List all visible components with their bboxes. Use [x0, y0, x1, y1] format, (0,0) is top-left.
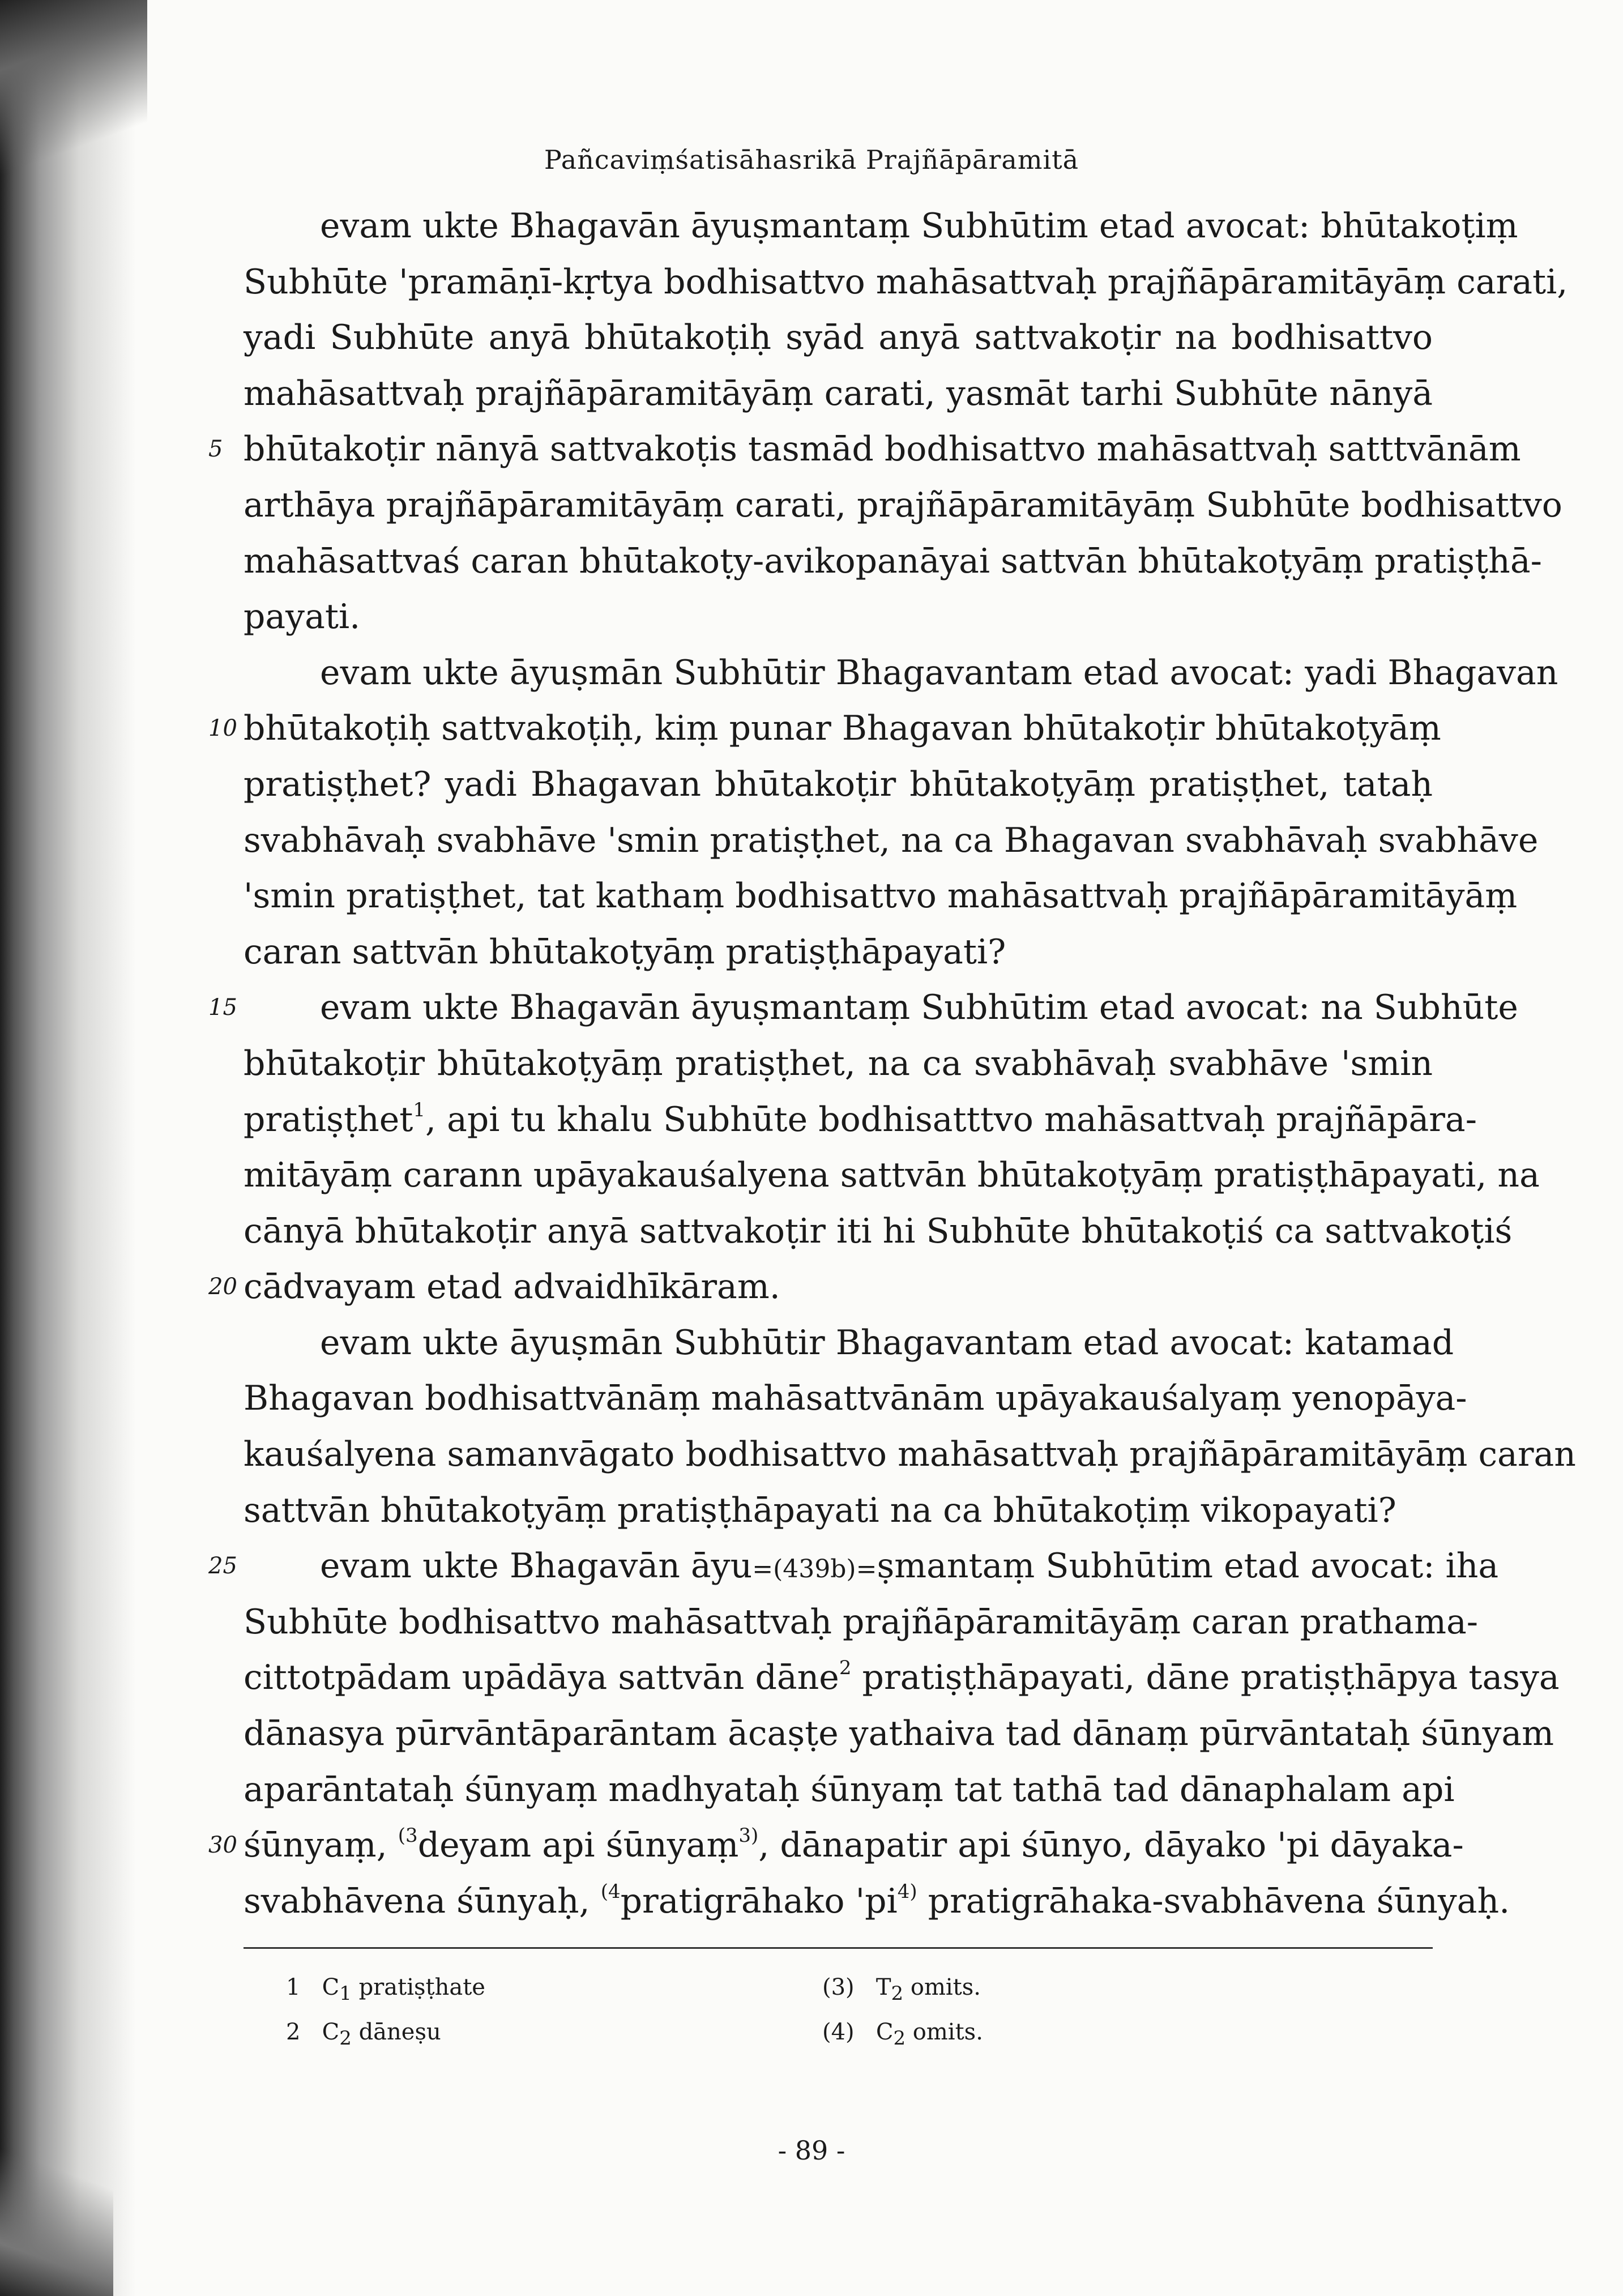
- text-line: Subhūte bodhisattvo mahāsattvaḥ prajñāpāramitāyāṃ caran prathama-: [244, 1602, 1479, 1642]
- page-number: - 89 -: [778, 2135, 845, 2166]
- line-number: 10: [208, 715, 237, 742]
- text-line: mahāsattvaḥ prajñāpāramitāyāṃ carati, yasmāt tarhi Subhūte nānyā: [244, 373, 1433, 413]
- line-number: 15: [208, 995, 237, 1021]
- text-line: Bhagavan bodhisattvānāṃ mahāsattvānām upāyakauśalyaṃ yenopāya-: [244, 1379, 1467, 1419]
- text-line: 15 evam ukte Bhagavān āyuṣmantaṃ Subhūtim etad avocat: na Subhūte: [244, 980, 1433, 1036]
- text-line: 10 bhūtakoṭiḥ sattvakoṭiḥ, kiṃ punar Bhagavan bhūtakoṭir bhūtakoṭyāṃ: [244, 701, 1433, 757]
- text-line: cittotpādam upādāya sattvān dāne$^2$ pratiṣṭhāpayati, dāne pratiṣṭhāpya tasya: [244, 1657, 1560, 1698]
- text-line: aparāntataḥ śūnyaṃ madhyataḥ śūnyaṃ tat tathā tad dānaphalam api: [244, 1769, 1455, 1810]
- footnote-ref: (3: [398, 1824, 418, 1847]
- text-line: bhūtakoṭir bhūtakoṭyāṃ pratiṣṭhet, na ca svabhāvaḥ svabhāve 'smin: [244, 1043, 1433, 1083]
- text-line: payati.: [244, 597, 361, 637]
- text-line: 25 evam ukte Bhagavān āyu=(439b)=ṣmantaṃ Subhūtim etad avocat: iha: [244, 1538, 1433, 1594]
- footnote: 1 $C_1$ pratiṣṭhate: [286, 1974, 485, 2005]
- text-line: dānasya pūrvāntāparāntam ācaṣṭe yathaiva tad dānaṃ pūrvāntataḥ śūnyam: [244, 1714, 1554, 1754]
- footnote: 2 $C_2$ dāneṣu: [286, 2019, 441, 2050]
- text-line: evam ukte āyuṣmān Subhūtir Bhagavantam etad avocat: katamad: [320, 1322, 1454, 1363]
- text-line: yadi Subhūte anyā bhūtakoṭiḥ syād anyā sattvakoṭir na bodhisattvo: [244, 318, 1433, 358]
- line-number: 25: [208, 1553, 237, 1580]
- footnote-rule: [244, 1947, 1433, 1949]
- text-line: sattvān bhūtakoṭyāṃ pratiṣṭhāpayati na ca bhūtakoṭiṃ vikopayati?: [244, 1490, 1396, 1530]
- text-line: mahāsattvaś caran bhūtakoṭy-avikopanāyai sattvān bhūtakoṭyāṃ pratiṣṭhā-: [244, 541, 1542, 581]
- footnote-ref: 1: [413, 1098, 425, 1121]
- text-line: pratiṣṭhet? yadi Bhagavan bhūtakoṭir bhūtakoṭyāṃ pratiṣṭhet, tataḥ: [244, 764, 1433, 804]
- text-line: svabhāvena śūnyaḥ, $^{(4}$pratigrāhako '$pi^{4)}$ pratigrāhaka-svabhāvena śūnyaḥ.: [244, 1880, 1510, 1921]
- line-number: 30: [208, 1832, 237, 1859]
- line-number: 5: [208, 436, 223, 463]
- text-line: 20 cādvayam etad advaidhīkāram.: [244, 1259, 1433, 1315]
- text-line: evam ukte Bhagavān āyuṣmantaṃ Subhūtim etad avocat: bhūtakoṭiṃ: [320, 206, 1518, 246]
- footnote-ref: 4): [897, 1880, 917, 1903]
- footnote-ref: (4: [600, 1880, 621, 1903]
- footnote: (3) $T_2$ omits.: [822, 1974, 981, 2005]
- text-line: 30 śūnyaṃ, $^{(3}$deyam api śūnyaṃ$^{3)}$, dānapatir api śūnyo, dāyako 'pi dāyaka-: [244, 1817, 1433, 1873]
- text-line: 'smin pratiṣṭhet, tat kathaṃ bodhisattvo mahāsattvaḥ prajñāpāramitāyāṃ: [244, 876, 1518, 916]
- folio-marker: =(439b)=: [752, 1555, 877, 1584]
- text-line: caran sattvān bhūtakoṭyāṃ pratiṣṭhāpayati?: [244, 932, 1006, 972]
- text-line: arthāya prajñāpāramitāyāṃ carati, prajñāpāramitāyāṃ Subhūte bodhisattvo: [244, 485, 1562, 525]
- text-line: pratiṣṭhet$^1$, api tu khalu Subhūte bodhisatttvo mahāsattvaḥ prajñāpāra-: [244, 1098, 1477, 1140]
- text-line: mitāyāṃ carann upāyakauśalyena sattvān bhūtakoṭyāṃ pratiṣṭhāpayati, na: [244, 1155, 1540, 1196]
- footnote-ref: 3): [738, 1824, 759, 1847]
- text-line: 5 bhūtakoṭir nānyā sattvakoṭis tasmād bodhisattvo mahāsattvaḥ satttvānām: [244, 421, 1433, 477]
- text-line: Subhūte 'pramāṇī-kṛtya bodhisattvo mahāsattvaḥ prajñāpāramitāyāṃ carati,: [244, 262, 1568, 302]
- running-head: Pañcaviṃśatisāhasrikā Prajñāpāramitā: [544, 144, 1079, 175]
- page-scan-shadow: [0, 0, 136, 2296]
- text-line: kauśalyena samanvāgato bodhisattvo mahāsattvaḥ prajñāpāramitāyāṃ caran: [244, 1435, 1576, 1475]
- footnote: (4) $C_2$ omits.: [822, 2019, 983, 2050]
- main-text: [208, 198, 1576, 1929]
- text-line: evam ukte āyuṣmān Subhūtir Bhagavantam etad avocat: yadi Bhagavan: [320, 652, 1558, 693]
- text-line: svabhāvaḥ svabhāve 'smin pratiṣṭhet, na ca Bhagavan svabhāvaḥ svabhāve: [244, 820, 1539, 860]
- line-number: 20: [208, 1274, 237, 1300]
- text-line: cānyā bhūtakoṭir anyā sattvakoṭir iti hi Subhūte bhūtakoṭiś ca sattvakoṭiś: [244, 1211, 1513, 1251]
- footnote-ref: 2: [839, 1657, 852, 1680]
